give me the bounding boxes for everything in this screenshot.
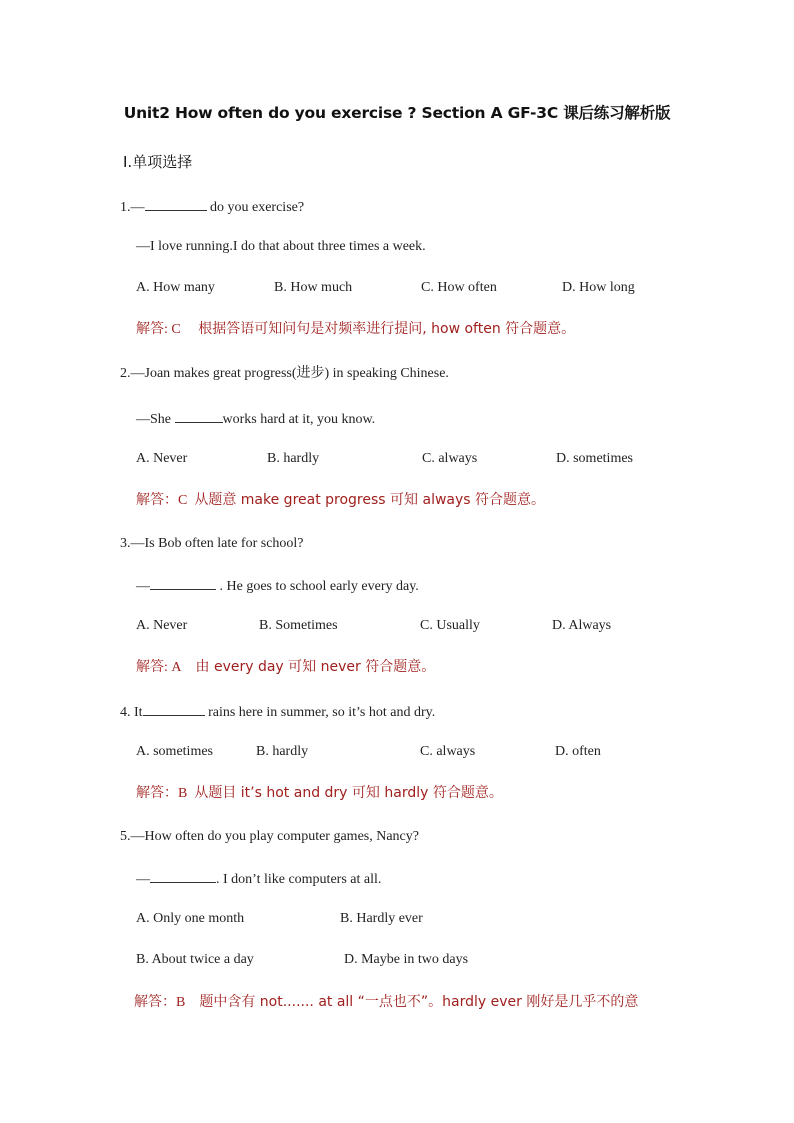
question-2-option-a: A. Never xyxy=(136,451,188,466)
question-1-option-a: A. How many xyxy=(136,280,215,295)
question-1-stem-text: 1.— xyxy=(120,200,145,215)
question-5-option-a: A. Only one month xyxy=(136,911,245,926)
question-1-stem-tail: do you exercise? xyxy=(206,200,305,215)
section-heading: Ⅰ.单项选择 xyxy=(123,153,193,171)
question-2-reply-head: —She xyxy=(136,412,175,427)
question-1-option-d: D. How long xyxy=(562,280,635,295)
question-1-reply: —I love running.I do that about three times a week. xyxy=(136,239,426,254)
question-1-answer xyxy=(136,320,575,339)
question-1-option-c: C. How often xyxy=(421,280,497,295)
question-4-stem-head: 4. It xyxy=(120,705,143,720)
answer-label: 解答：C xyxy=(136,493,188,508)
answer-blank xyxy=(145,197,207,211)
question-4-stem-tail: rains here in summer, so it’s hot and dry. xyxy=(204,705,436,720)
answer-explanation: 由 every day 可知 never 符合题意。 xyxy=(195,659,436,675)
question-5-option-d: D. Maybe in two days xyxy=(344,952,469,967)
page-title: Unit2 How often do you exercise ? Section A GF-3C 课后练习解析版 xyxy=(123,104,671,122)
question-3-reply-tail: . He goes to school early every day. xyxy=(216,579,419,594)
question-2-stem: 2.—Joan makes great progress(进步) in speaking Chinese. xyxy=(120,366,449,381)
question-3-option-a: A. Never xyxy=(136,618,188,633)
question-4-option-b: B. hardly xyxy=(256,744,309,759)
answer-explanation: 题中含有 not....... at all “一点也不”。hardly ever 刚好是几乎不的意 xyxy=(199,994,639,1010)
question-2-answer xyxy=(136,491,545,510)
question-2-option-d: D. sometimes xyxy=(556,451,633,466)
question-3-option-c: C. Usually xyxy=(420,618,480,633)
answer-blank xyxy=(175,409,223,423)
question-4-answer xyxy=(136,784,503,803)
question-5-answer xyxy=(134,993,638,1012)
question-3-reply-head: — xyxy=(136,579,150,594)
question-2-option-c: C. always xyxy=(422,451,478,466)
question-1-stem xyxy=(120,197,304,217)
question-5-option-b: B. Hardly ever xyxy=(340,911,423,926)
question-3-option-d: D. Always xyxy=(552,618,612,633)
answer-blank xyxy=(150,869,216,883)
question-2-reply xyxy=(136,409,375,429)
question-5-reply xyxy=(136,869,381,889)
answer-explanation: 根据答语可知问句是对频率进行提问, how often 符合题意。 xyxy=(198,321,576,337)
answer-label: 解答: C xyxy=(136,322,181,337)
answer-explanation: 从题意 make great progress 可知 always 符合题意。 xyxy=(194,492,546,508)
answer-blank xyxy=(150,576,216,590)
question-2-option-b: B. hardly xyxy=(267,451,320,466)
answer-label: 解答：B xyxy=(134,995,186,1010)
question-5-option-c: B. About twice a day xyxy=(136,952,254,967)
question-3-reply xyxy=(136,576,419,596)
answer-label: 解答: A xyxy=(136,660,182,675)
question-5-reply-tail: . I don’t like computers at all. xyxy=(216,872,382,887)
question-5-reply-head: — xyxy=(136,872,150,887)
question-4-stem xyxy=(120,702,435,722)
question-4-option-d: D. often xyxy=(555,744,601,759)
question-5-stem: 5.—How often do you play computer games, Nancy? xyxy=(120,829,419,844)
question-4-option-a: A. sometimes xyxy=(136,744,213,759)
question-4-option-c: C. always xyxy=(420,744,476,759)
question-3-stem: 3.—Is Bob often late for school? xyxy=(120,536,304,551)
question-3-option-b: B. Sometimes xyxy=(259,618,338,633)
question-2-reply-tail: works hard at it, you know. xyxy=(222,412,376,427)
question-1-option-b: B. How much xyxy=(274,280,353,295)
answer-label: 解答：B xyxy=(136,786,188,801)
question-3-answer xyxy=(136,658,435,677)
answer-explanation: 从题目 it’s hot and dry 可知 hardly 符合题意。 xyxy=(194,785,503,801)
answer-blank xyxy=(143,702,205,716)
